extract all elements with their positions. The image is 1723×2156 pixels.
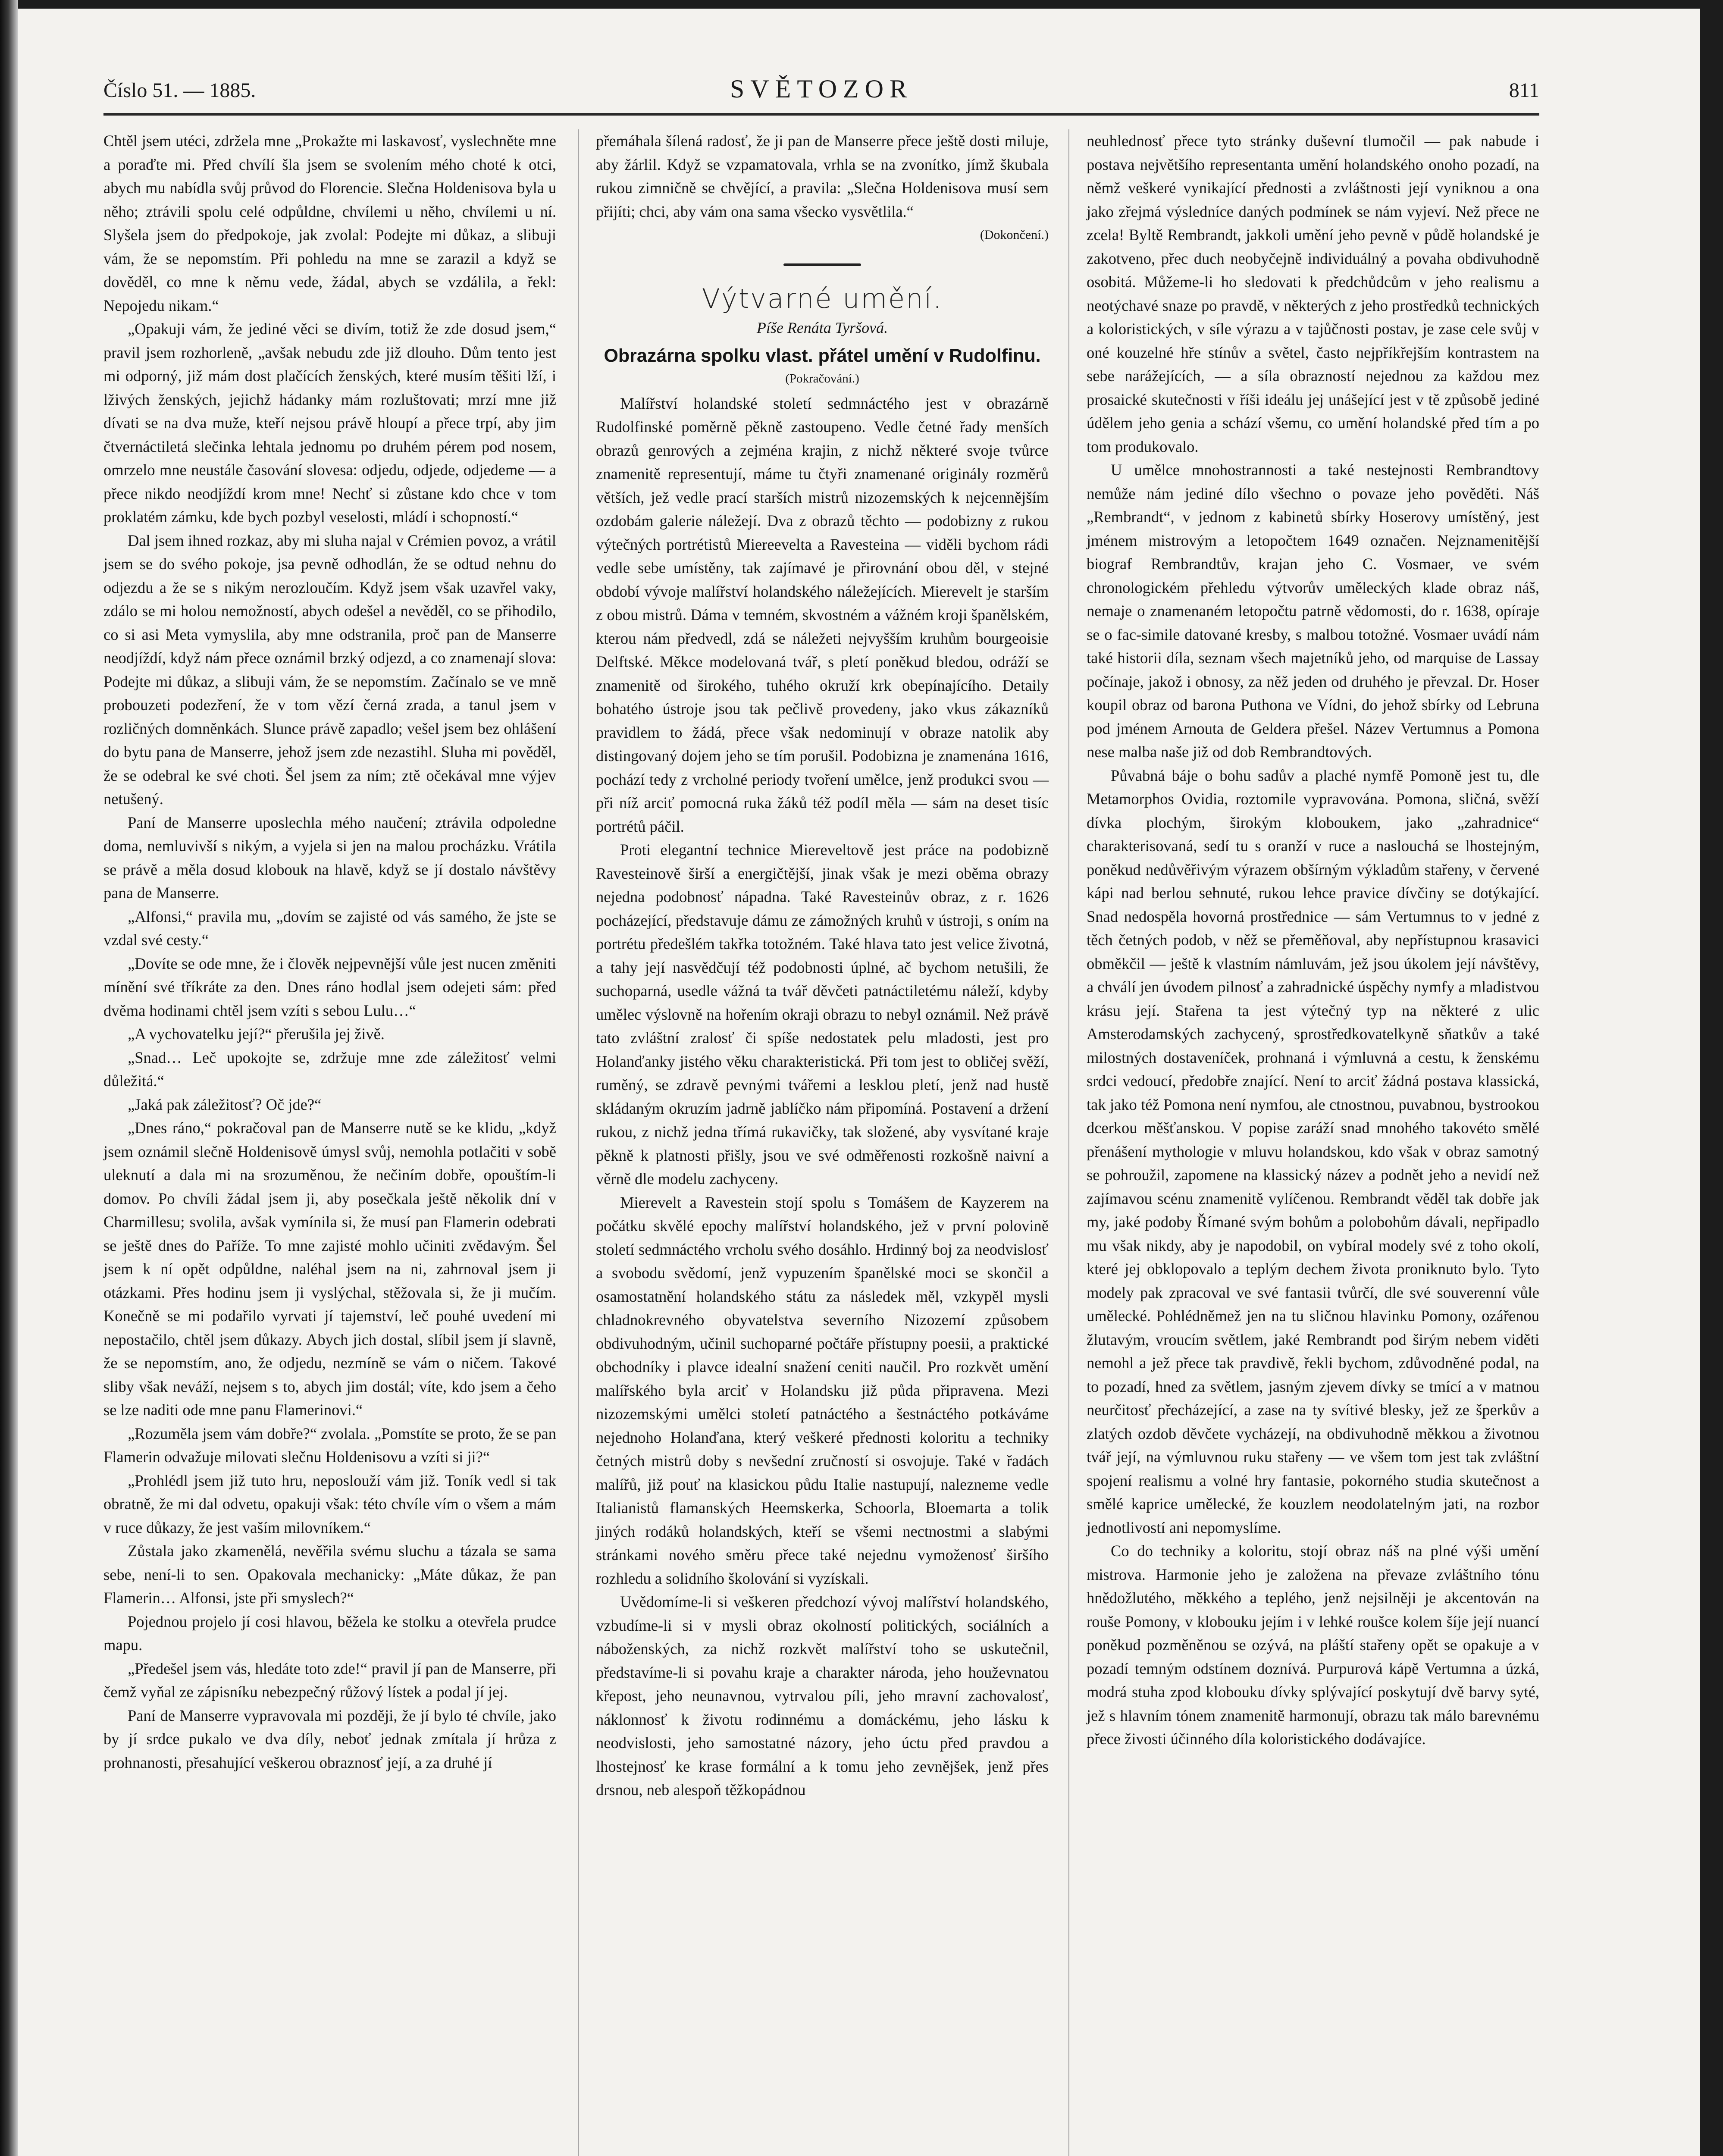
paragraph: „A vychovatelku její?“ přerušila jej živě.	[128, 1025, 385, 1043]
paragraph: Chtěl jsem utéci, zdržela mne „Prokažte mi laskavosť, vyslechněte mne a poraďte mi. Před chvílí šla jsem se svolením mého choté k otci, abych mu nabídla svůj průvod do Florencie. Slečna Holdenisova byla u něho; ztrávili spolu celé odpůldne, chvílemi u něho, chvílemi u ní. Slyšela jsem do předpokoje, jak zvolal: Podejte mi důkaz, a slibuji vám, že se nepomstím. Při pohledu na mne se zarazil a když se dověděl, co mne k němu vede, žádal, abych se vzdálila, a řekl: Nepojedu nikam.“	[103, 132, 556, 314]
page-header	[103, 74, 1539, 113]
issue-label: Číslo 51. — 1885.	[103, 79, 256, 102]
paragraph: neuhlednosť přece tyto stránky duševní tlumočil — pak nabude i postava největšího representanta umění holandského onoho pozadí, na němž veškeré vynikající přednosti a zvláštnosti její vyniknou a ona jako zřejmá výsledníce daných podmínek se nám vyjeví. Než přece ne zcela! Byltě Rembrandt, jakkoli umění jeho pevně v půdě holandské je zakotveno, přec duch neobyčejně individuálný a povaha obdivuhodně osobitá. Můžeme-li ho sledovati k předchůdcům v jeho realismu a neotýchavé snaze po pravdě, v některých z jeho prostředků technických a koloristických, v síle výrazu a v tajůčnosti postav, je zase cele svůj v oné kouzelné hře stínův a světel, často nejpříkřejším kontrastem na sebe narážejících, — a síla obrazností nejednou za každou mez prosaické skutečnosti v říši ideálu jej unášející jest v tě způsobě jediné údělem jeho genia a schází všemu, co umění holandské před tím a po tom produkovalo.	[1087, 132, 1539, 455]
column-divider	[578, 129, 579, 2156]
journal-title: SVĚTOZOR	[730, 75, 913, 103]
paragraph: „Dnes ráno,“ pokračoval pan de Manserre nutě se ke klidu, „když jsem oznámil slečně Holdenisově úmysl svůj, nemohla potlačiti v sobě uleknutí a dala mi na srozuměnou, že nečiním dobře, opouštím-li domov. Po chvíli žádal jsem ji, aby posečkala ještě několik dní v Charmillesu; svolila, avšak vymínila si, že musí pan Flamerin odebrati se ještě dnes do Paříže. To mne zajisté mohlo učiniti zvědavým. Šel jsem k ní opět odpůldne, naléhal jsem na ni, zahrnoval jsem ji otázkami. Přes hodinu jsem ji vyslýchal, stěžovala si, že ji mučím. Konečně se mi podařilo vyrvati jí tajemství, leč pouhé uvedení mi nepostačilo, chtěl jsem důkazy. Abych jich dostal, slíbil jsem jí slavně, že se nepomstím, ano, že odjedu, nezmíně se vám o ničem. Takové sliby však neváží, nejsem s to, abych jim dostál; víte, kdo jsem a čeho se lze naditi ode mne panu Flamerinovi.“	[103, 1119, 556, 1419]
column-1	[103, 129, 556, 1774]
paragraph: Paní de Manserre vypravovala mi později, že jí bylo té chvíle, jako by jí srdce pukalo ve dva díly, neboť jednak zmítala jí hrůza z prohnanosti, přesahující veškerou obraznosť její, a za druhé jí	[103, 1706, 556, 1771]
column-3	[1087, 129, 1539, 1751]
paragraph: Paní de Manserre uposlechla mého naučení; ztrávila odpoledne doma, nemluvivší s nikým, a vyjela si jen na malou procházku. Vrátila se právě a měla dosud klobouk na hlavě, když se jí dostalo návštěvy pana de Manserre.	[103, 813, 556, 902]
paragraph: „Snad… Leč upokojte se, zdržuje mne zde záležitosť velmi důležitá.“	[103, 1048, 556, 1090]
scan-edge	[0, 0, 18, 2156]
paragraph: „Prohlédl jsem již tuto hru, neposlouží vám již. Toník vedl si tak obratně, že mi dal odvetu, opakuji však: této chvíle vím o všem a mám v ruce důkazy, že jest vaším milovníkem.“	[103, 1471, 556, 1536]
paragraph: přemáhala šílená radosť, že ji pan de Manserre přece ještě dosti miluje, aby žárlil. Když se vzpamatovala, vrhla se na zvonítko, jímž škubala rukou zimničně se chvějící, a pravila: „Slečna Holdenisova musí sem přijíti; chci, aby vám ona sama všecko vysvětlila.“	[596, 132, 1049, 220]
paragraph: Uvědomíme-li si veškeren předchozí vývoj malířství holandského, vzbudíme-li si v mysli obraz okolností politických, sociálních a náboženských, za nichž rozkvět malířství toho se uskutečnil, představíme-li si povahu kraje a charakter národa, jeho houževnatou křepost, jeho neunavnou, vytrvalou píli, jeho mravní zachovalosť, náklonnosť k životu rodinnému a domáckému, jeho lásku k neodvislosti, jeho samostatné názory, jeho úctu před pravdou a lhostejnosť ke krase formální a k tomu jeho zevnějšek, jenž přes drsnou, neb alespoň těžkopádnou	[596, 1593, 1049, 1799]
article-title: Obrazárna spolku vlast. přátel umění v Rudolfinu.	[604, 345, 1041, 366]
column-2	[596, 129, 1049, 1802]
byline: Píše Renáta Tyršová.	[756, 319, 888, 336]
paragraph: U umělce mnohostrannosti a také nestejnosti Rembrandtovy nemůže nám jediné dílo všechno o povaze jeho pověděti. Náš „Rembrandt“, v jednom z kabinetů sbírky Hoserovy umístěný, jest jménem mistrovým a letopočtem 1649 označen. Nejznamenitější biograf Rembrandtův, krajan jeho C. Vosmaer, ve svém chronologickém přehledu výtvorův uměleckých klade obraz náš, nemaje o znamenaném letopočtu patrně vědomosti, do r. 1638, opíraje se o fac-simile datované kresby, s malbou totožné. Vosmaer uvádí nám také historii díla, seznam všech majetníků jeho, od marquise de Lassay počínaje, jakož i obnosy, za něž jeden od druhého je převzal. Dr. Hoser koupil obraz od barona Puthona ve Vídni, do jehož sbírky od Lebruna pod jménem Arnouta de Geldera přešel. Název Vertumnus a Pomona nese malba naše již od dob Rembrandtových.	[1087, 461, 1539, 761]
paragraph: „Rozuměla jsem vám dobře?“ zvolala. „Pomstíte se proto, že se pan Flamerin odvažuje milovati slečnu Holdenisovu a vzíti si ji?“	[103, 1424, 556, 1466]
paragraph: „Dovíte se ode mne, že i člověk nejpevnější vůle jest nucen změniti mínění své tříkráte za den. Dnes ráno hodlal jsem odejeti sám: před dvěma hodinami chtěl jsem vzíti s sebou Lulu…“	[103, 954, 556, 1019]
paragraph: Mierevelt a Ravestein stojí spolu s Tomášem de Kayzerem na počátku skvělé epochy malířství holandského, jež v první polovině století sedmnáctého vrcholu svého dosáhlo. Hrdinný boj za neodvislosť a svobodu svědomí, jenž vypuzením španělské moci se skončil a osamostatnění holandského státu za následek měl, vzkypěl mysli chladnokrevného obyvatelstva severního Nizozemí způsobem obdivuhodným, učinil suchoparné počtáře přístupny poesii, a praktické obchodníky i plavce idealní snažení ceniti naučil. Pro rozkvět umění malířského byla arciť v Holandsku již půda připravena. Mezi nizozemskými umělci století patnáctého a šestnáctého potkáváme nejednoho Holanďana, který veškeré přednosti koloritu a techniky četných mistrů doby s nevšední zručností si osvojuje. Také v řadách malířů, již pouť na klasickou půdu Italie nastupují, nalezneme vedle Italianistů flamanských Heemskerka, Schoorla, Bloemarta a tolik jiných rodáků holandských, kteří se všemi nectnostmi a slabými stránkami nového směru přece také nejednu vymoženosť širšího rozhledu a solidního školování si vyzískali.	[596, 1193, 1049, 1587]
paragraph: „Alfonsi,“ pravila mu, „dovím se zajisté od vás samého, že jste se vzdal své cesty.“	[103, 907, 556, 949]
section-title: Výtvarné umění.	[702, 282, 943, 314]
page-number: 811	[1509, 79, 1539, 102]
paragraph: Zůstala jako zkamenělá, nevěřila svému sluchu a tázala se sama sebe, není-li to sen. Opakovala mechanicky: „Máte důkaz, že pan Flamerin… Alfonsi, jste při smyslech?“	[103, 1542, 556, 1607]
paragraph: „Jaká pak záležitosť? Oč jde?“	[128, 1095, 322, 1113]
paragraph: Malířství holandské století sedmnáctého jest v obrazárně Rudolfinské poměrně pěkně zastoupeno. Vedle četné řady menších obrazů genrových a zejména krajin, z nichž některé svoje tvůrce znamenitě representují, máme tu čtyři znamenané originály rozměrů větších, jež vedle prací starších mistrů nizozemských k nejcennějším ozdobám galerie náležejí. Dva z obrazů těchto — podobizny z rukou výtečných portrétistů Miereevelta a Ravesteina — viděli bychom rádi vedle sebe umístěny, tak zajímavé je přirovnání obou děl, v stejné období vývoje malířství holandského náležejících. Mierevelt je starším z obou mistrů. Dáma v temném, skvostném a vážném kroji španělském, kterou nám předvedl, zdá se náležeti nejvyšším kruhům bourgeoisie Delftské. Měkce modelovaná tvář, s pletí poněkud bledou, odráží se znamenitě od širokého, tuhého okruží krk obepínajícího. Detaily bohatého ústroje jsou tak pečlivě provedeny, jako vkus zákazníků pravidlem to žádá, přece však nedominují v obraze natolik aby distingovaný dojem jeho se tím porušil. Podobizna je znamenána 1616, pochází tedy z vrcholné periody tvoření umělce, jenž produkci svou — při níž arciť pomocná ruka žáků též podíl měla — sám na deset tisíc portrétů páčil.	[596, 394, 1049, 835]
section-separator	[783, 263, 861, 266]
column-divider	[1068, 129, 1069, 2156]
paragraph: „Opakuji vám, že jediné věci se divím, totiž že zde dosud jsem,“ pravil jsem rozhorleně, „avšak nebudu zde již dlouho. Dům tento jest mi odporný, již mám dost plačících ženských, které musím těšiti lží, i lživých ženských, jejichž hádanky mám rozluštovati; mrzí mne již dívati se na dva muže, kteří nejsou právě hloupí a přece trpí, aby jim čtvernáctiletá slečinka lehtala jednomu po druhém pérem pod nosem, omrzelo mne neustále časování slovesa: odjedu, odjede, odjedeme — a přece nikdo neodjíždí krom mne! Nechť si zůstane kdo chce v tom proklatém zámku, kde bych pozbyl veselosti, mládí i schopností.“	[103, 320, 556, 526]
header-rule	[103, 113, 1539, 116]
paragraph: Půvabná báje o bohu sadův a plaché nymfě Pomoně jest tu, dle Metamorphos Ovidia, roztomile vypravována. Pomona, sličná, svěží dívka plochým, širokým kloboukem, jako „zahradnice“ charakterisovaná, sedí tu s oranží v ruce a naslouchá se lhostejným, poněkud nedůvěřivým výrazem obšírným výkladům stařeny, v červené kápi nad berlou sehnuté, rukou lehce pravice dívčiny se dotýkající. Snad nedospěla hovorná prostřednice — sám Vertumnus to v jedné z těch četných podob, v něž se přeměňoval, aby nepřístupnou krasavici obměkčil — ještě k vlastním námluvám, jež jsou úkolem její návštěvy, a chválí jen úvodem pilnosť a zahradnické úspěchy nymfy a mladistvou krásu její. Stařena ta jest výtečný typ na některé z ulic Amsterodamských zachycený, sprostředkovatelkyně sňatkův a také milostných dostaveníček, prohnaná i výmluvná a cestu, k ženskému srdci vedoucí, předobře znající. Není to arciť žádná postava klassická, tak jako též Pomona není nymfou, ale ctnostnou, puvabnou, bystrookou dcerkou měšťanskou. V popise zaráží snad mnohého takovéto smělé přenášení mythologie v mluvu holandskou, kdo však v obraz samotný se pohroužil, zapomene na klassický název a podnět jeho a nevidí než zajímavou scénu znamenitě vylíčenou. Rembrandt věděl tak dobře jak my, jaké podoby Římané svým bohům a polobohům dávali, nepřipadlo mu však nikdy, aby je napodobil, on vybíral modely své z toho okolí, které jej obklopovalo a teplým dechem života proniknuto bylo. Tyto modely pak zpracoval ve své fantasii tvůrčí, dle své souverenní vůle umělecké. Pohlédněmež jen na tu sličnou hlavinku Pomony, ozářenou žlutavým, vroucím světlem, jaké Rembrandt pod širým nebem viděti nemohl a jež přece tak pravdivě, řekli bychom, zdůvodněné podal, na to pozadí, hned za světlem, jasným zjevem dívky se tmící a v matnou neurčitosť přecházející, a zase na ty svítivé blesky, jež ze šperkův a zlatých ozdob děvčete vycházejí, na obdivuhodně měkkou a životnou tvář její, na výmluvnou ruku stařeny — ve všem tom jest tak zvláštní spojení realismu a volné hry fantasie, pokorného studia skutečnost a smělé kaprice umělecké, že kouzlem neodolatelným jati, na rozbor jednotlivostí ani nepomyslíme.	[1087, 766, 1539, 1536]
paragraph: Proti elegantní technice Miereveltově jest práce na podobizně Ravesteinově širší a energičtější, jinak však je mezi oběma obrazy nejedna podobnosť nápadna. Také Ravesteinův obraz, z r. 1626 pocházející, představuje dámu ze zámožných kruhů v ústroji, s oním na portrétu předešlém takřka totožném. Také hlava tato jest velice životná, a tahy její nasvědčují též podobnosti úplné, ač bychom netušili, že suchoparná, usedle vážná ta tvář děvčeti patnáctiletému náleží, kdyby umělec výslovně na hořením okraji obrazu to nebyl oznámil. Než právě tato zvláštní zralosť či spíše nedostatek pelu mladosti, jest pro Holanďanky jistého věku charakteristická. Při tom jest to obličej svěží, ruměný, se zdravě pevnými tvářemi a lesklou pletí, jenž nad hustě skládaným okruzím jadrně jablíčko nám připomíná. Postavení a držení rukou, z nichž jedna třímá rukavičky, tak složené, aby vysvítané kraje pěkně k platnosti přišly, jsou ve své odměřenosti rozkošně naivní a věrně dle modelu zachyceny.	[596, 841, 1049, 1188]
paragraph: Pojednou projelo jí cosi hlavou, běžela ke stolku a otevřela prudce mapu.	[103, 1612, 556, 1654]
story-end-note: (Dokončení.)	[980, 228, 1049, 242]
paragraph: Dal jsem ihned rozkaz, aby mi sluha najal v Crémien povoz, a vrátil jsem se do svého pokoje, jsa pevně odhodlán, že se odtud nehnu do odjezdu a že se s nikým nerozloučím. Když jsem však uzavřel vaky, zdálo se mi holou nemožností, abych odešel a nevěděl, co se přihodilo, co si asi Meta vymyslila, aby mne odstranila, proč pan de Manserre neodjíždí, když nám přece oznámil brzký odjezd, a co znamenají slova: Podejte mi důkaz, a slibuji vám, že se nepomstím. Začínalo se ve mně probouzeti podezření, že v tom vězí černá zrada, a tanul jsem v rozličných domněnkách. Slunce právě zapadlo; vešel jsem bez ohlášení do bytu pana de Manserre, jehož jsem zde nezastihl. Sluha mi pověděl, že se odebral ke své choti. Šel jsem za ním; ztě očekával mne výjev netušený.	[103, 531, 556, 808]
continuation-note: (Pokračování.)	[785, 371, 859, 385]
paragraph: Co do techniky a koloritu, stojí obraz náš na plné výši umění mistrova. Harmonie jeho je založena na převaze zvláštního tónu hnědožlutého, měkkého a teplého, jenž nejsilněji je akcentován na rouše Pomony, v klobouku jejím i v lehké roušce kolem šíje její nuancí poněkud pozměněnou se ozývá, na pláští stařeny opět se opakuje a v pozadí temným odstínem doznívá. Purpurová kápě Vertumna a úzká, modrá stuha zpod klobouku dívky splývající poskytují dvě barvy syté, jež s hlavním tónem znamenitě harmonují, obrazu tak málo barevnému přece živosti účinného díla koloristického dodávajíce.	[1087, 1542, 1539, 1748]
paragraph: „Předešel jsem vás, hledáte toto zde!“ pravil jí pan de Manserre, při čemž vyňal ze zápisníku nebezpečný růžový lístek a podal jí jej.	[103, 1659, 556, 1701]
